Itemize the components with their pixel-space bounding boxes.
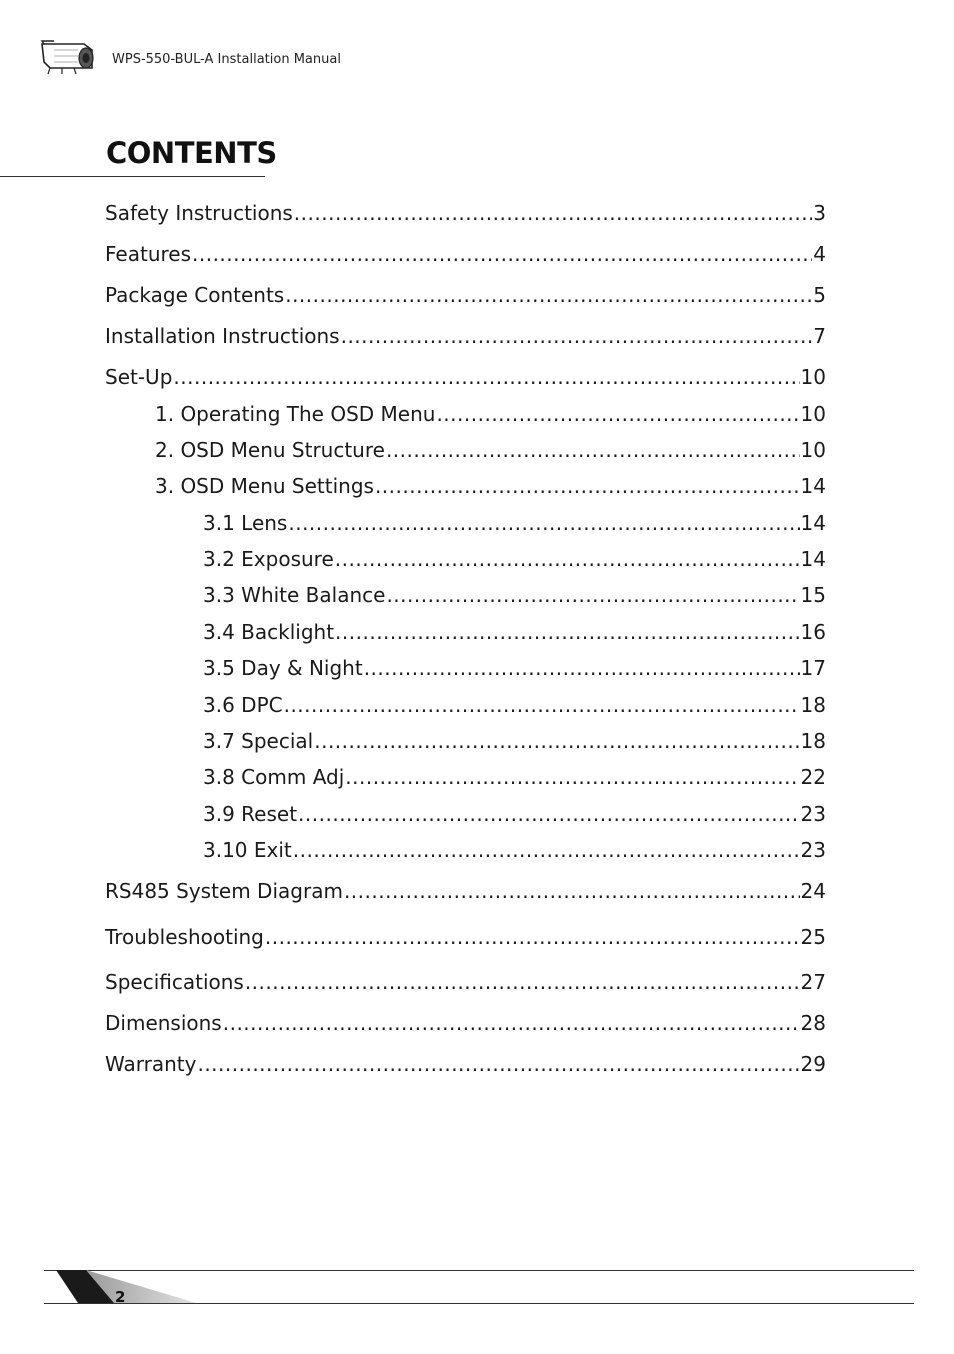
toc-entry-features[interactable]: Features ..... 4: [105, 242, 826, 266]
toc-entry-day-night[interactable]: 3.5 Day & Night ..... 17: [203, 656, 826, 680]
toc-entry-reset[interactable]: 3.9 Reset ..... 23: [203, 802, 826, 826]
title-divider: [0, 176, 265, 177]
toc-entry-package-contents[interactable]: Package Contents ..... 5: [105, 283, 826, 307]
toc-entry-osd-menu-settings[interactable]: 3. OSD Menu Settings ..... 14: [155, 474, 826, 498]
page-header: [40, 38, 440, 78]
toc-entry-backlight[interactable]: 3.4 Backlight ..... 16: [203, 620, 826, 644]
toc-entry-set-up[interactable]: Set-Up ..... 10: [105, 365, 826, 389]
toc-entry-operating-osd-menu[interactable]: 1. Operating The OSD Menu ..... 10: [155, 402, 826, 426]
footer-tab-graphic: [56, 1270, 196, 1304]
toc-entry-exit[interactable]: 3.10 Exit ..... 23: [203, 838, 826, 862]
toc-entry-white-balance[interactable]: 3.3 White Balance ..... 15: [203, 583, 826, 607]
toc-entry-troubleshooting[interactable]: Troubleshooting ..... 25: [105, 925, 826, 949]
toc-entry-dpc[interactable]: 3.6 DPC ..... 18: [203, 693, 826, 717]
toc-entry-osd-menu-structure[interactable]: 2. OSD Menu Structure ..... 10: [155, 438, 826, 462]
camera-icon: [40, 38, 100, 78]
toc-entry-rs485-system-diagram[interactable]: RS485 System Diagram ..... 24: [105, 879, 826, 903]
toc-entry-exposure[interactable]: 3.2 Exposure ..... 14: [203, 547, 826, 571]
toc-entry-safety-instructions[interactable]: Safety Instructions ..... 3: [105, 201, 826, 225]
footer-divider-bottom: [44, 1303, 914, 1304]
page-number: 2: [115, 1288, 126, 1306]
toc-entry-warranty[interactable]: Warranty ..... 29: [105, 1052, 826, 1076]
toc-entry-comm-adj[interactable]: 3.8 Comm Adj ..... 22: [203, 765, 826, 789]
toc-entry-dimensions[interactable]: Dimensions ..... 28: [105, 1011, 826, 1035]
toc-entry-specifications[interactable]: Specifications ..... 27: [105, 970, 826, 994]
page-title: CONTENTS: [106, 136, 277, 170]
document-title: WPS-550-BUL-A Installation Manual: [112, 52, 341, 67]
toc-entry-special[interactable]: 3.7 Special ..... 18: [203, 729, 826, 753]
toc-entry-lens[interactable]: 3.1 Lens ..... 14: [203, 511, 826, 535]
toc-entry-installation-instructions[interactable]: Installation Instructions ..... 7: [105, 324, 826, 348]
